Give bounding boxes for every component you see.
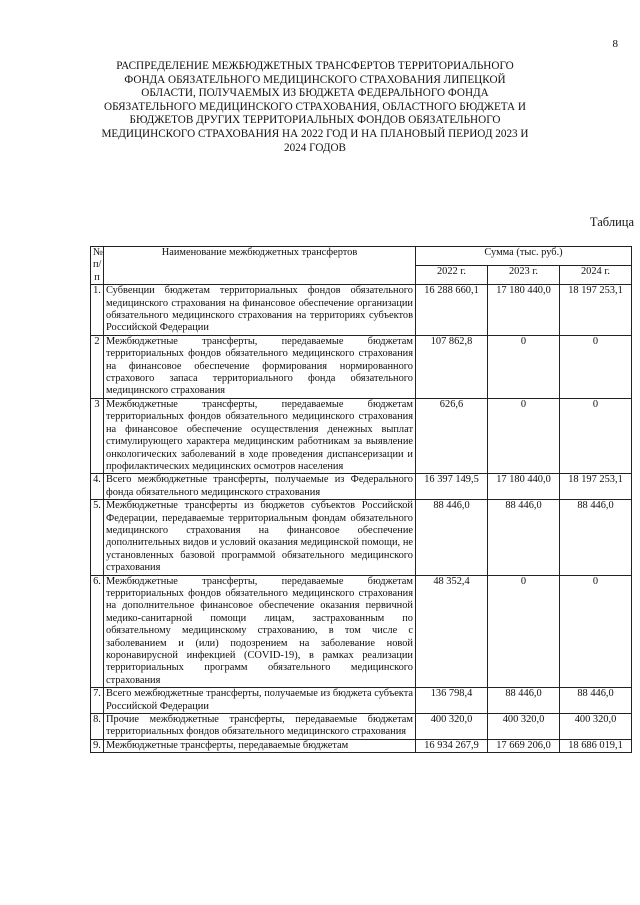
row-name: Межбюджетные трансферты, передаваемые бюджетам территориальных фондов обязательного медицинского страхования на финансовое обеспечение формирования нормированного страхового запаса территориального фонда обязательного медицинского страхования xyxy=(104,335,416,398)
row-value-2024: 88 446,0 xyxy=(560,688,632,714)
transfers-table xyxy=(90,246,632,753)
row-name: Межбюджетные трансферты, передаваемые бюджетам xyxy=(104,739,416,752)
header-2024: 2024 г. xyxy=(560,266,632,285)
row-value-2023: 17 669 206,0 xyxy=(488,739,560,752)
row-number: 5. xyxy=(91,500,104,575)
row-value-2024: 88 446,0 xyxy=(560,500,632,575)
row-number: 8. xyxy=(91,714,104,740)
row-value-2022: 136 798,4 xyxy=(416,688,488,714)
table-label: Таблица xyxy=(589,215,634,229)
row-name: Межбюджетные трансферты, передаваемые бюджетам территориальных фондов обязательного медицинского страхования на финансовое обеспечение осуществления денежных выплат стимулирующего характера медицинским работникам за выявление онкологических заболеваний в ходе проведения диспансеризации и профилактических медицинских осмотров населения xyxy=(104,398,416,473)
row-value-2023: 88 446,0 xyxy=(488,688,560,714)
document-title: РАСПРЕДЕЛЕНИЕ МЕЖБЮДЖЕТНЫХ ТРАНСФЕРТОВ ТЕРРИТОРИАЛЬНОГО ФОНДА ОБЯЗАТЕЛЬНОГО МЕДИЦИНСКОГО СТРАХОВАНИЯ ЛИПЕЦКОЙ ОБЛАСТИ, ПОЛУЧАЕМЫХ ИЗ БЮДЖЕТА ФЕДЕРАЛЬНОГО ФОНДА ОБЯЗАТЕЛЬНОГО МЕДИЦИНСКОГО СТРАХОВАНИЯ, ОБЛАСТНОГО БЮДЖЕТА И БЮДЖЕТОВ ДРУГИХ ТЕРРИТОРИАЛЬНЫХ ФОНДОВ ОБЯЗАТЕЛЬНОГО МЕДИЦИНСКОГО СТРАХОВАНИЯ НА 2022 ГОД И НА ПЛАНОВЫЙ ПЕРИОД 2023 И 2024 ГОДОВ xyxy=(101,60,529,154)
table-row xyxy=(91,335,632,398)
row-value-2022: 16 397 149,5 xyxy=(416,474,488,500)
row-value-2022: 16 288 660,1 xyxy=(416,285,488,336)
row-name: Прочие межбюджетные трансферты, передаваемые бюджетам территориальных фондов обязательного медицинского страхования xyxy=(104,714,416,740)
page-number: 8 xyxy=(612,38,618,50)
row-value-2023: 88 446,0 xyxy=(488,500,560,575)
header-2022: 2022 г. xyxy=(416,266,488,285)
row-value-2023: 0 xyxy=(488,335,560,398)
row-number: 6. xyxy=(91,575,104,688)
row-value-2024: 0 xyxy=(560,335,632,398)
header-2023: 2023 г. xyxy=(488,266,560,285)
row-value-2022: 88 446,0 xyxy=(416,500,488,575)
table-row xyxy=(91,575,632,688)
table-row xyxy=(91,739,632,752)
row-number: 3 xyxy=(91,398,104,473)
table-row xyxy=(91,398,632,473)
header-no: № п/п xyxy=(91,247,104,285)
row-value-2022: 48 352,4 xyxy=(416,575,488,688)
row-name: Всего межбюджетные трансферты, получаемые из Федерального фонда обязательного медицинского страхования xyxy=(104,474,416,500)
row-number: 7. xyxy=(91,688,104,714)
header-sum: Сумма (тыс. руб.) xyxy=(416,247,632,266)
row-value-2022: 400 320,0 xyxy=(416,714,488,740)
row-value-2023: 400 320,0 xyxy=(488,714,560,740)
row-name: Межбюджетные трансферты из бюджетов субъектов Российской Федерации, передаваемые территориальным фондам обязательного медицинского страхования на финансовое обеспечение дополнительных видов и условий оказания медицинской помощи, не установленных базовой программой обязательного медицинского страхования xyxy=(104,500,416,575)
row-number: 1. xyxy=(91,285,104,336)
row-value-2023: 17 180 440,0 xyxy=(488,285,560,336)
row-value-2024: 18 197 253,1 xyxy=(560,285,632,336)
table-row xyxy=(91,474,632,500)
row-number: 9. xyxy=(91,739,104,752)
row-value-2022: 626,6 xyxy=(416,398,488,473)
row-value-2022: 16 934 267,9 xyxy=(416,739,488,752)
table-row xyxy=(91,500,632,575)
table-row xyxy=(91,285,632,336)
row-value-2022: 107 862,8 xyxy=(416,335,488,398)
row-value-2023: 17 180 440,0 xyxy=(488,474,560,500)
row-value-2024: 18 686 019,1 xyxy=(560,739,632,752)
table-row xyxy=(91,714,632,740)
row-value-2024: 0 xyxy=(560,575,632,688)
table-row xyxy=(91,688,632,714)
header-name: Наименование межбюджетных трансфертов xyxy=(104,247,416,285)
row-value-2023: 0 xyxy=(488,398,560,473)
row-value-2024: 0 xyxy=(560,398,632,473)
row-value-2024: 18 197 253,1 xyxy=(560,474,632,500)
header-row-1 xyxy=(91,247,632,266)
row-number: 4. xyxy=(91,474,104,500)
row-name: Всего межбюджетные трансферты, получаемые из бюджета субъекта Российской Федерации xyxy=(104,688,416,714)
row-value-2023: 0 xyxy=(488,575,560,688)
row-name: Субвенции бюджетам территориальных фондов обязательного медицинского страхования на финансовое обеспечение организации обязательного медицинского страхования на территориях субъектов Российской Федерации xyxy=(104,285,416,336)
row-name: Межбюджетные трансферты, передаваемые бюджетам территориальных фондов обязательного медицинского страхования на дополнительное финансовое обеспечение оказания первичной медико-санитарной помощи лицам, застрахованным по обязательному медицинскому страхованию, в том числе с заболеванием и (или) подозрением на заболевание новой коронавирусной инфекцией (COVID-19), в рамках реализации территориальных программ обязательного медицинского страхования xyxy=(104,575,416,688)
row-number: 2 xyxy=(91,335,104,398)
row-value-2024: 400 320,0 xyxy=(560,714,632,740)
